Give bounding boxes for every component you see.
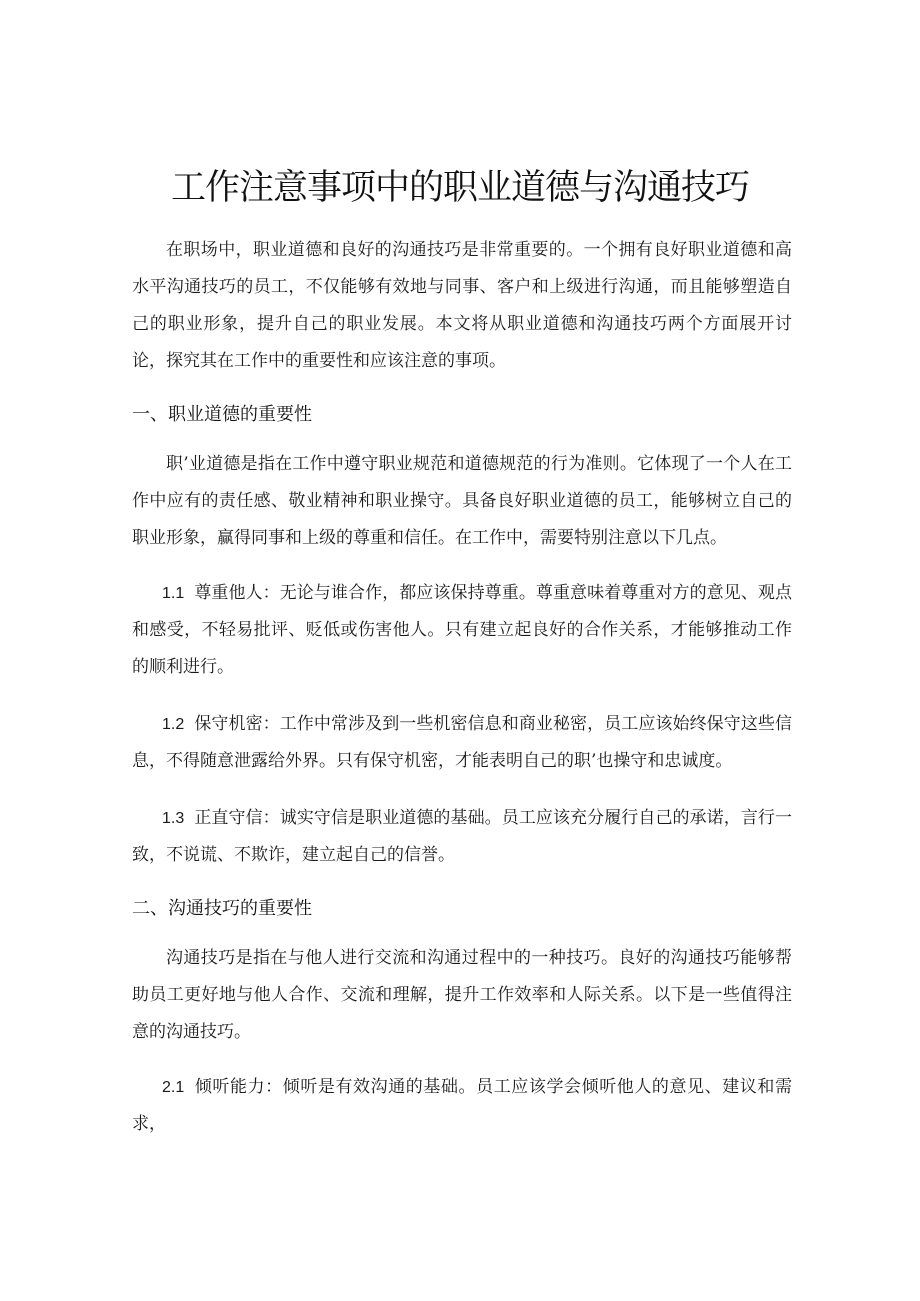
item-1-2-text: 保守机密：工作中常涉及到一些机密信息和商业秘密，员工应该始终保守这些信息，不得随意泄露给外界。只有保守机密，才能表明自己的职’也操守和忠诚度。 [132,714,792,771]
document-body [132,232,792,1163]
intro-paragraph: 在职场中，职业道德和良好的沟通技巧是非常重要的。一个拥有良好职业道德和高水平沟通技巧的员工，不仅能够有效地与同事、客户和上级进行沟通，而且能够塑造自己的职业形象，提升自己的职业发展。本文将从职业道德和沟通技巧两个方面展开讨论，探究其在工作中的重要性和应该注意的事项。 [132,240,792,371]
item-2-1 [132,1069,792,1143]
item-2-1-text: 倾听能力：倾听是有效沟通的基础。员工应该学会倾听他人的意见、建议和需求， [132,1077,792,1134]
item-1-2 [132,706,792,780]
item-1-3-number: 1.3 [162,810,185,827]
section-2-paragraph: 沟通技巧是指在与他人进行交流和沟通过程中的一种技巧。良好的沟通技巧能够帮助员工更好地与他人合作、交流和理解，提升工作效率和人际关系。以下是一些值得注意的沟通技巧。 [132,948,792,1042]
item-2-1-number: 2.1 [162,1079,185,1096]
item-1-2-number: 1.2 [162,716,185,733]
section-1-heading: 一、职业道德的重要性 [132,404,312,425]
item-1-1-number: 1.1 [162,585,185,602]
document-title: 工作注意事项中的职业道德与沟通技巧 [170,168,749,208]
item-1-1 [132,575,792,686]
item-1-3 [132,800,792,874]
item-1-3-text: 正直守信：诚实守信是职业道德的基础。员工应该充分履行自己的承诺，言行一致，不说谎、不欺诈，建立起自己的信誉。 [132,808,792,865]
section-1-paragraph: 职’业道德是指在工作中遵守职业规范和道德规范的行为准则。它体现了一个人在工作中应有的责任感、敬业精神和职业操守。具备良好职业道德的员工，能够树立自己的职业形象，赢得同事和上级的尊重和信任。在工作中，需要特别注意以下几点。 [132,454,792,548]
item-1-1-text: 尊重他人：无论与谁合作，都应该保持尊重。尊重意味着尊重对方的意见、观点和感受，不轻易批评、贬低或伤害他人。只有建立起良好的合作关系，才能够推动工作的顺利进行。 [132,583,792,677]
section-2-heading: 二、沟通技巧的重要性 [132,898,312,919]
